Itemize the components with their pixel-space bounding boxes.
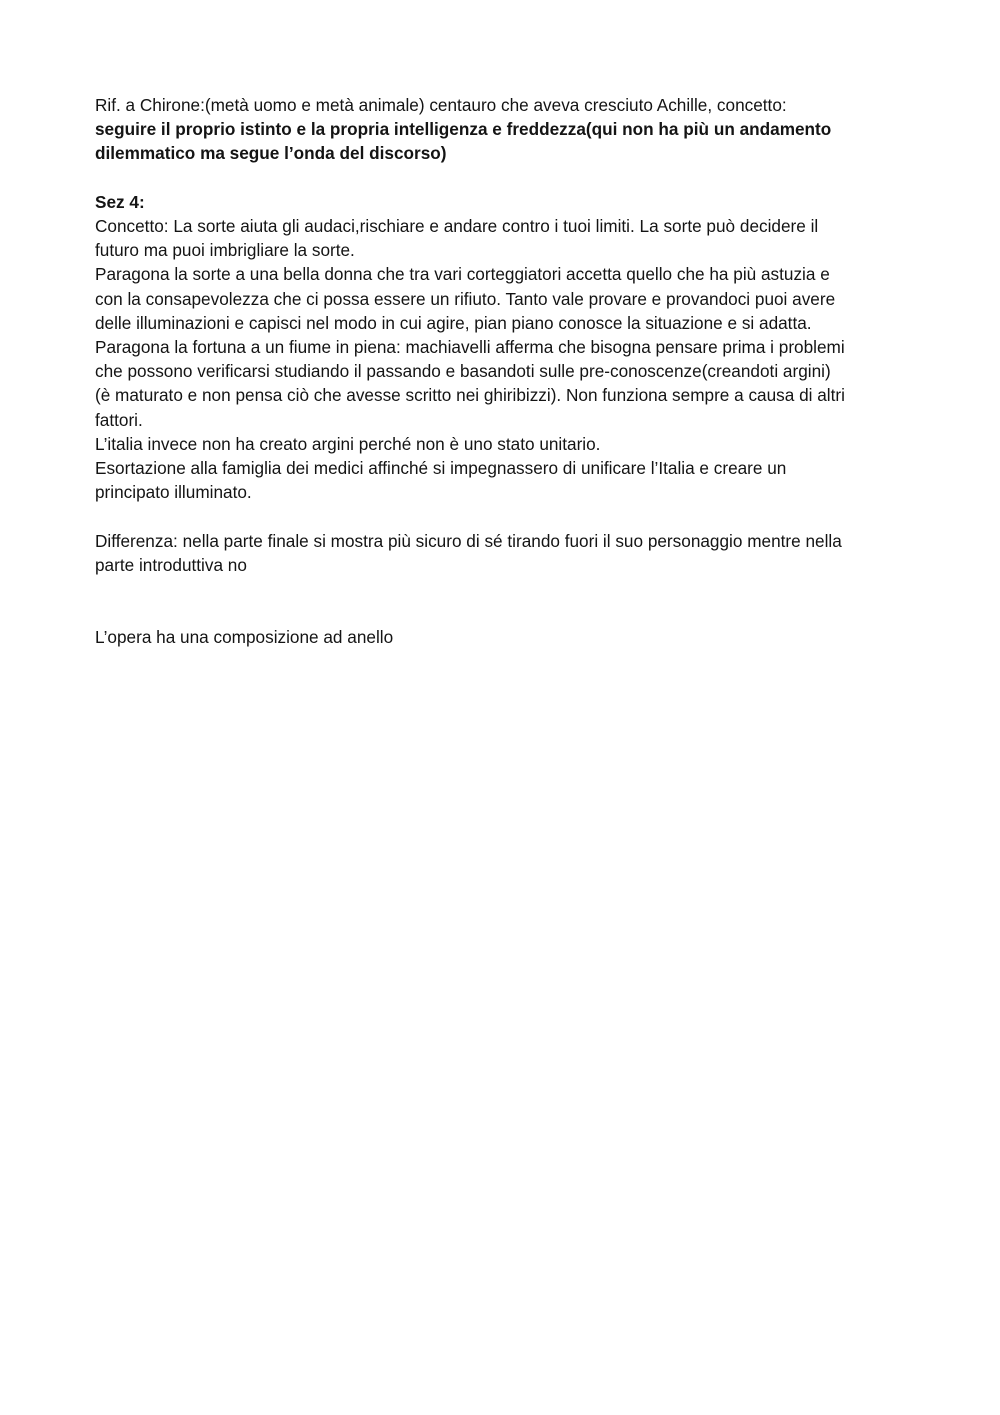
chirone-paragraph [95,93,925,166]
paragraph-line: delle illuminazioni e capisci nel modo in cui agire, pian piano conosce la situazione e si adatta. [95,312,812,333]
paragraph-line: Paragona la sorte a una bella donna che tra vari corteggiatori accetta quello che ha più astuzia e [95,264,830,285]
section-4 [95,190,925,505]
paragraph-line: L’opera ha una composizione ad anello [95,627,394,648]
paragraph-line: Rif. a Chirone:(metà uomo e metà animale) centauro che aveva cresciuto Achille, concetto: [95,95,787,115]
document-page [95,93,925,650]
blank-line [95,504,925,528]
blank-lines [95,577,925,625]
paragraph-line: futuro ma puoi imbrigliare la sorte. [95,240,355,261]
paragraph-line: fattori. [95,409,143,430]
paragraph-line: Paragona la fortuna a un fiume in piena: machiavelli afferma che bisogna pensare prima i problemi [95,337,845,358]
paragraph-line: principato illuminato. [95,482,252,503]
paragraph-line: parte introduttiva no [95,554,247,575]
bold-line: seguire il proprio istinto e la propria intelligenza e freddezza(qui non ha più un andamento [95,119,832,140]
paragraph-line: Differenza: nella parte finale si mostra più sicuro di sé tirando fuori il suo personaggio mentre nella [95,530,842,551]
paragraph-line: con la consapevolezza che ci possa essere un rifiuto. Tanto vale provare e provandoci puoi avere [95,288,836,309]
paragraph-line: Esortazione alla famiglia dei medici affinché si impegnassero di unificare l’Italia e creare un [95,458,787,479]
differenza-paragraph [95,529,925,577]
conclusion-paragraph [95,625,925,649]
bold-line: dilemmatico ma segue l’onda del discorso) [95,143,447,164]
blank-line [95,166,925,190]
section-heading: Sez 4: [95,191,145,212]
paragraph-line: (è maturato e non pensa ciò che avesse scritto nei ghiribizzi). Non funziona sempre a causa di altri [95,385,845,406]
paragraph-line: L’italia invece non ha creato argini perché non è uno stato unitario. [95,433,601,454]
paragraph-line: Concetto: La sorte aiuta gli audaci,rischiare e andare contro i tuoi limiti. La sorte può decidere il [95,216,819,236]
paragraph-line: che possono verificarsi studiando il passando e basandoti sulle pre-conoscenze(creandoti argini) [95,361,831,382]
